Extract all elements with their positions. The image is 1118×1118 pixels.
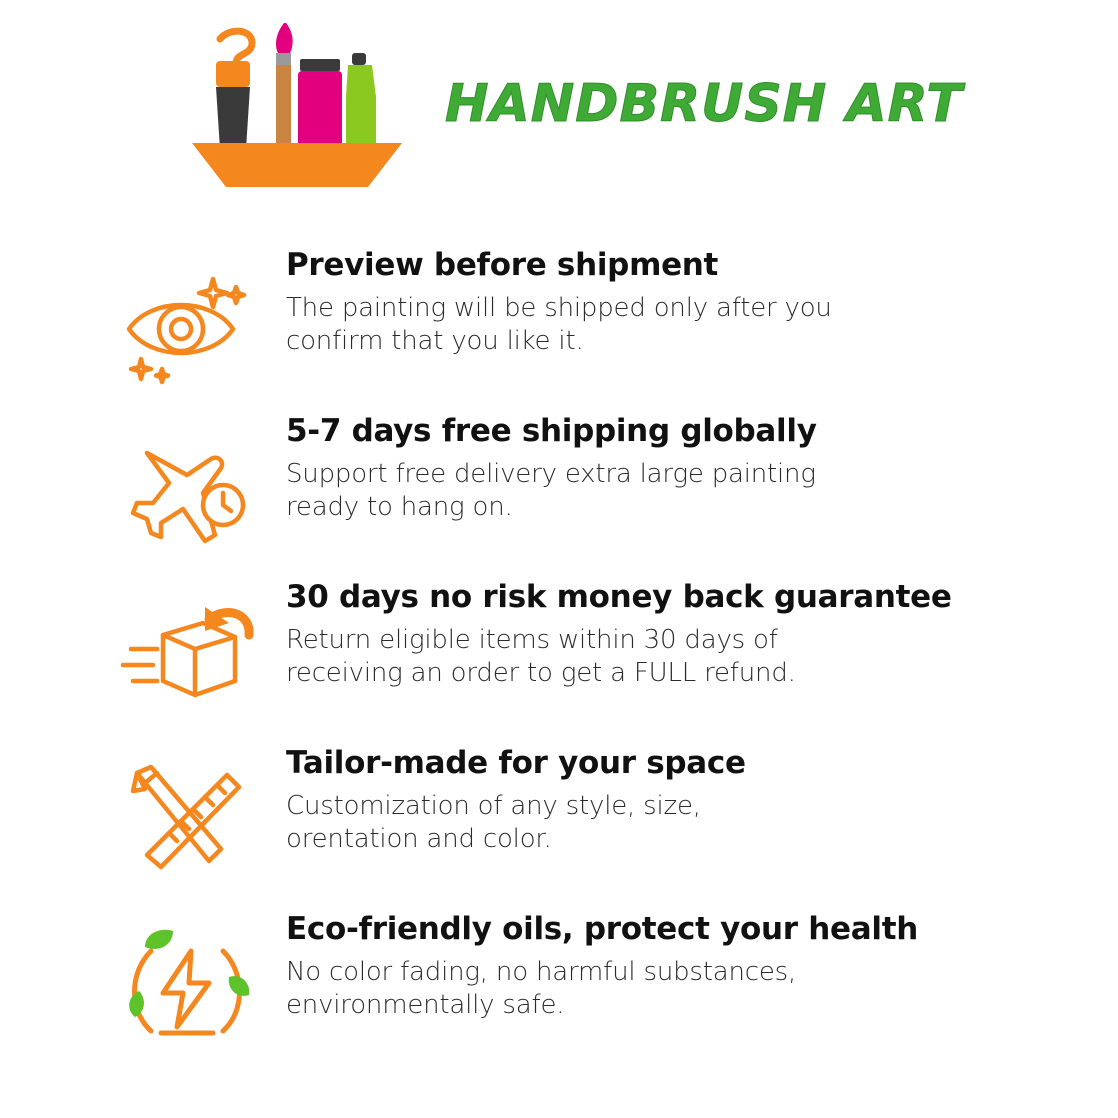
feature-description-line2: confirm that you like it. (286, 325, 584, 356)
feature-text (262, 414, 1078, 524)
feature-description (286, 624, 1078, 691)
feature-description (286, 458, 1078, 525)
feature-description (286, 956, 1078, 1023)
feature-description-line1: The painting will be shipped only after you (286, 292, 832, 323)
feature-description-line1: Support free delivery extra large painting (286, 458, 816, 489)
feature-item (0, 912, 1118, 1062)
feature-description-line2: orentation and color. (286, 823, 552, 854)
feature-title: Tailor-made for your space (286, 745, 746, 781)
feature-description-line1: No color fading, no harmful substances, (286, 956, 797, 987)
feature-title: Eco-friendly oils, protect your health (286, 911, 918, 947)
eye-preview-icon (112, 252, 262, 392)
feature-description-line1: Return eligible items within 30 days of (286, 624, 778, 655)
feature-description-line2: receiving an order to get a FULL refund. (286, 657, 796, 688)
box-return-arrow-icon (112, 584, 262, 724)
eco-leaf-energy-icon (112, 916, 262, 1056)
feature-title: Preview before shipment (286, 247, 719, 283)
feature-description-line2: environmentally safe. (286, 989, 565, 1020)
feature-text (262, 912, 1078, 1022)
feature-description (286, 790, 1078, 857)
feature-list (0, 190, 1118, 1062)
feature-item (0, 746, 1118, 896)
feature-item (0, 248, 1118, 398)
airplane-clock-shipping-icon (112, 418, 262, 558)
feature-description-line1: Customization of any style, size, (286, 790, 701, 821)
feature-description (286, 292, 1078, 359)
feature-title: 5-7 days free shipping globally (286, 413, 817, 449)
brand-header (0, 0, 1118, 190)
feature-text (262, 746, 1078, 856)
feature-item (0, 414, 1118, 564)
feature-title: 30 days no risk money back guarantee (286, 579, 952, 615)
feature-text (262, 248, 1078, 358)
feature-item (0, 580, 1118, 730)
brand-title: HANDBRUSH ART (445, 74, 963, 134)
paint-supplies-logo-icon (190, 17, 405, 192)
ruler-pencil-icon (112, 750, 262, 890)
feature-text (262, 580, 1078, 690)
feature-description-line2: ready to hang on. (286, 491, 513, 522)
